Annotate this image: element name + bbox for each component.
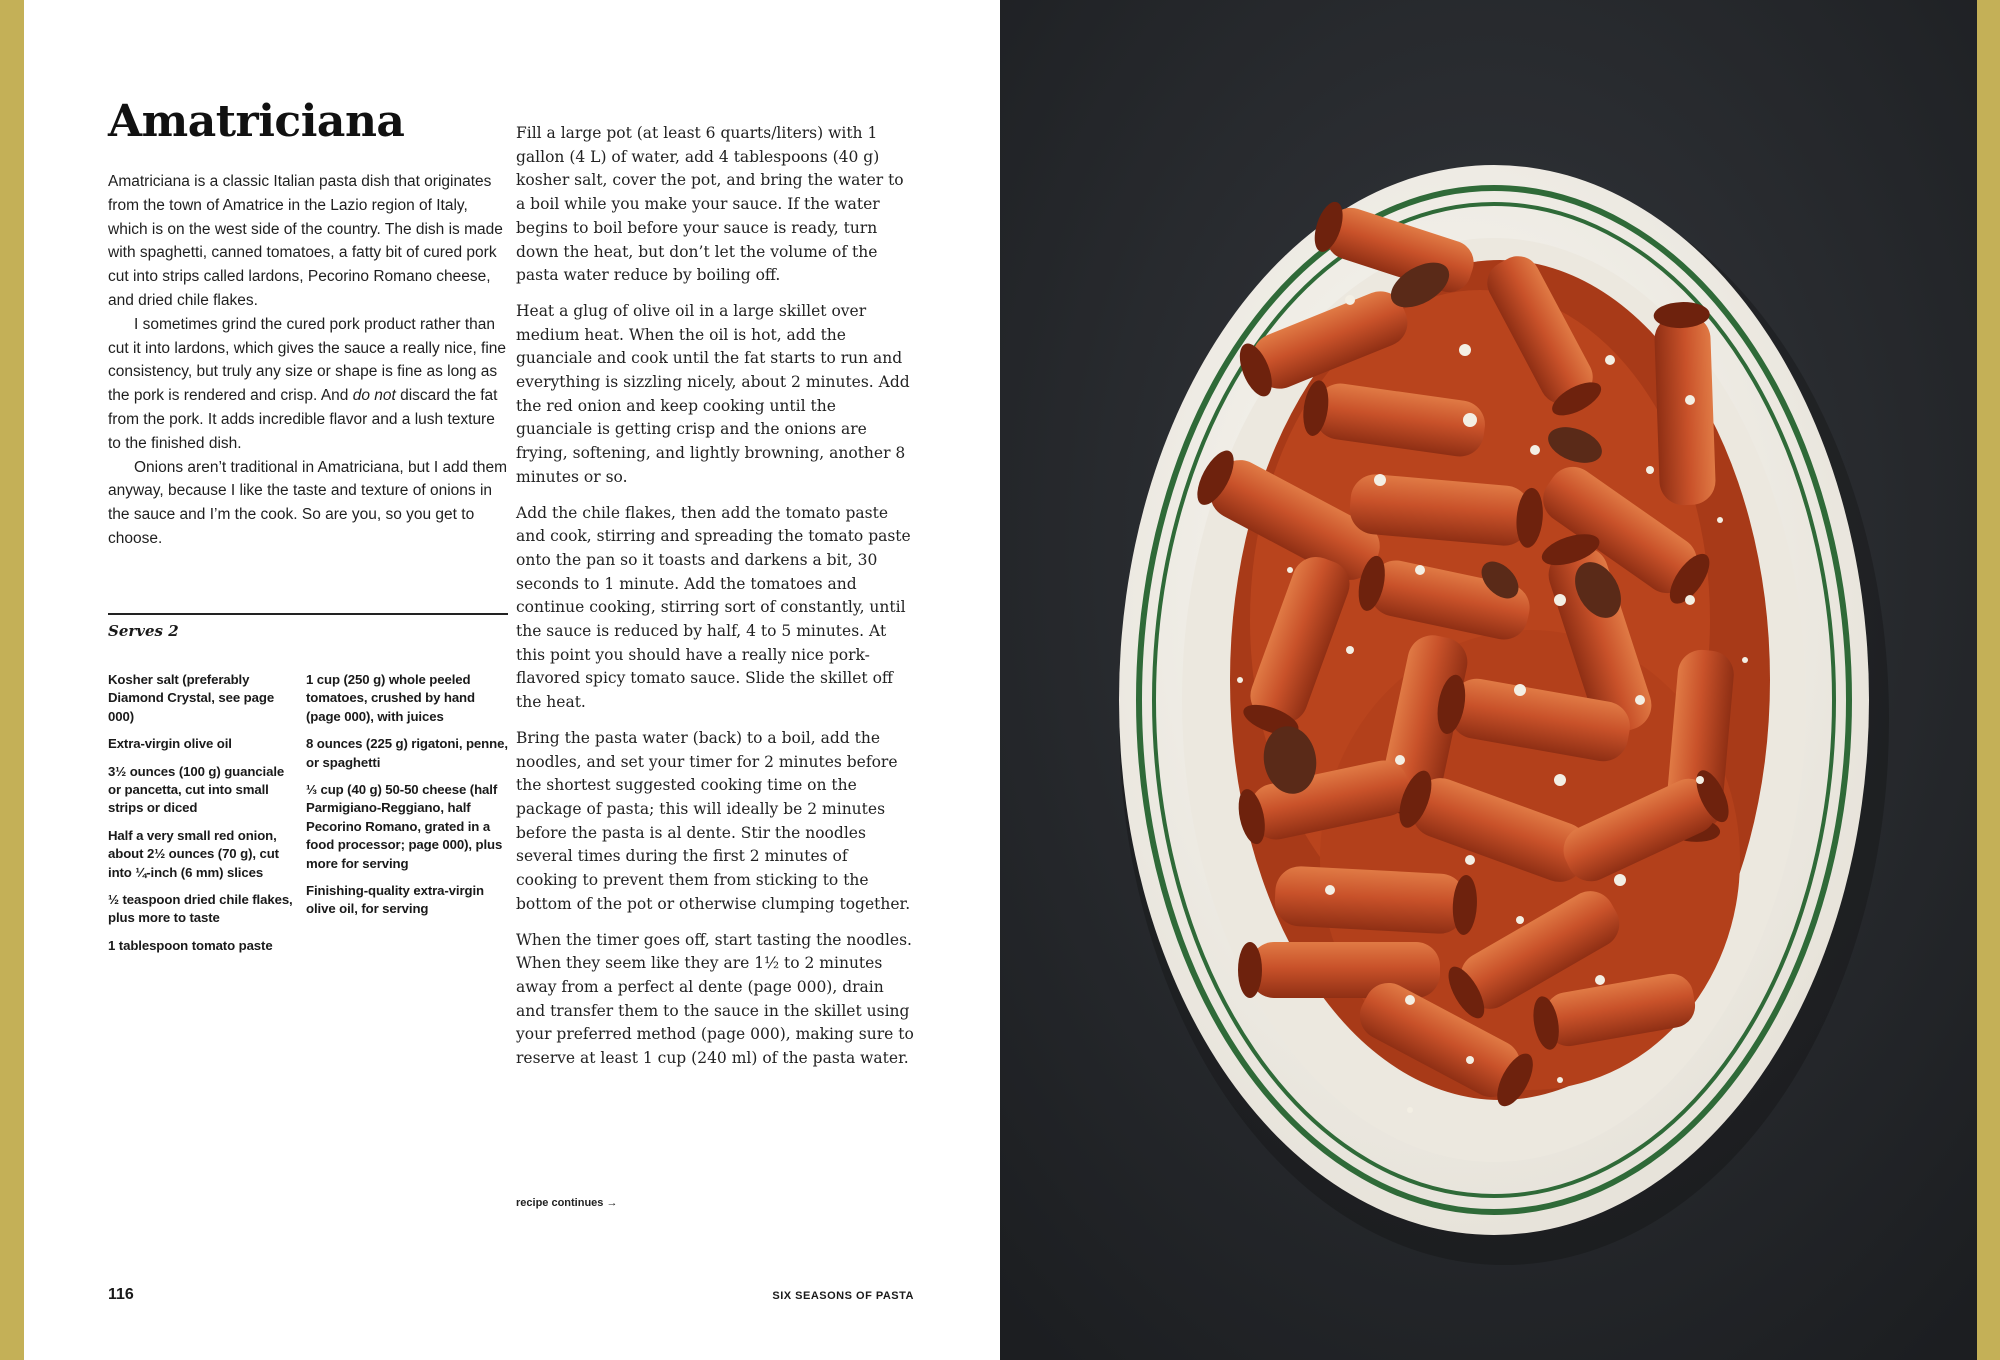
gold-border — [1977, 0, 2000, 1360]
ingredient-item: 8 ounces (225 g) rigatoni, penne, or spaghetti — [306, 736, 508, 770]
ingredient-item: Finishing-quality extra-virgin olive oil, for serving — [306, 883, 484, 917]
pasta-plate-illustration — [1000, 0, 1977, 1360]
intro-paragraph: Onions aren’t traditional in Amatriciana, but I add them anyway, because I like the taste and texture of onions in the sauce and I’m the cook. So are you, so you get to choose. — [108, 458, 508, 547]
serves-label: Serves 2 — [108, 622, 179, 640]
method-step: Add the chile flakes, then add the tomato paste and cook, stirring and spreading the tomato paste onto the pan so it toasts and darkens a bit, 30 seconds to 1 minute. Add the tomatoes and continue cooking, stirring sort of constantly, until the sauce is reduced by half, 4 to 5 minutes. At this point you should have a really nice pork-flavored spicy tomato sauce. Slide the skillet off the heat. — [516, 503, 911, 712]
recipe-intro — [108, 170, 508, 551]
ingredient-item: 3½ ounces (100 g) guanciale or pancetta, cut into small strips or diced — [108, 763, 285, 816]
page-number: 116 — [108, 1286, 134, 1303]
running-footer-title: SIX SEASONS OF PASTA — [772, 1290, 914, 1302]
intro-paragraph: I sometimes grind the cured pork product rather than cut it into lardons, which gives the sauce a really nice, fine consistency, but truly any size or shape is fine as long as the pork is rendered and crisp. And do not discard the fat from the pork. It adds incredible flavor and a lush texture to the finished dish. — [108, 315, 507, 452]
method-step: Fill a large pot (at least 6 quarts/liters) with 1 gallon (4 L) of water, add 4 tablespoons (40 g) kosher salt, cover the pot, and bring the water to a boil while you make your sauce. If the water begins to boil before your sauce is ready, turn down the heat, but don’t let the volume of the pasta water reduce by boiling off. — [516, 124, 904, 285]
ingredient-item: Kosher salt (preferably Diamond Crystal, see page 000) — [108, 672, 275, 724]
ingredient-item: ⅓ cup (40 g) 50-50 cheese (half Parmigiano-Reggiano, half Pecorino Romano, grated in a food processor; page 000), plus more for serving — [306, 782, 503, 871]
recipe-title: Amatriciana — [108, 96, 405, 147]
divider — [108, 613, 508, 615]
method-steps — [516, 122, 914, 1083]
recipe-continues-link[interactable]: recipe continues → — [516, 1197, 618, 1209]
ingredient-item: ½ teaspoon dried chile flakes, plus more to taste — [108, 892, 293, 926]
pasta-photo — [1000, 0, 1977, 1360]
ingredients-column-1 — [108, 671, 296, 964]
method-step: When the timer goes off, start tasting the noodles. When they seem like they are 1½ to 2 minutes away from a perfect al dente (page 000), drain and transfer them to the sauce in the skillet using your preferred method (page 000), making sure to reserve at least 1 cup (240 ml) of the pasta water. — [516, 930, 914, 1068]
recipe-page — [24, 0, 1000, 1360]
ingredient-item: 1 cup (250 g) whole peeled tomatoes, crushed by hand (page 000), with juices — [306, 672, 475, 724]
ingredient-item: 1 tablespoon tomato paste — [108, 937, 273, 953]
method-step: Heat a glug of olive oil in a large skillet over medium heat. When the oil is hot, add the guanciale and cook until the fat starts to run and everything is sizzling nicely, about 2 minutes. Add the red onion and keep cooking until the guanciale is getting crisp and the onions are frying, softening, and lightly browning, another 8 minutes or so. — [516, 301, 910, 486]
ingredients-column-2 — [306, 671, 512, 928]
method-step: Bring the pasta water (back) to a boil, add the noodles, and set your timer for 2 minutes before the shortest suggested cooking time on the package of pasta; this will ideally be 2 minutes before the pasta is al dente. Stir the noodles several times during the first 2 minutes of cooking to prevent them from sticking to the bottom of the pot or otherwise clumping together. — [516, 728, 911, 913]
ingredient-item: Half a very small red onion, about 2½ ounces (70 g), cut into ¼-inch (6 mm) slices — [108, 827, 279, 880]
intro-paragraph: Amatriciana is a classic Italian pasta dish that originates from the town of Amatrice in the Lazio region of Italy, which is on the west side of the country. The dish is made with spaghetti, canned tomatoes, a fatty bit of cured pork cut into strips called lardons, Pecorino Romano cheese, and dried chile flakes. — [108, 173, 503, 309]
ingredient-item: Extra-virgin olive oil — [108, 736, 232, 752]
